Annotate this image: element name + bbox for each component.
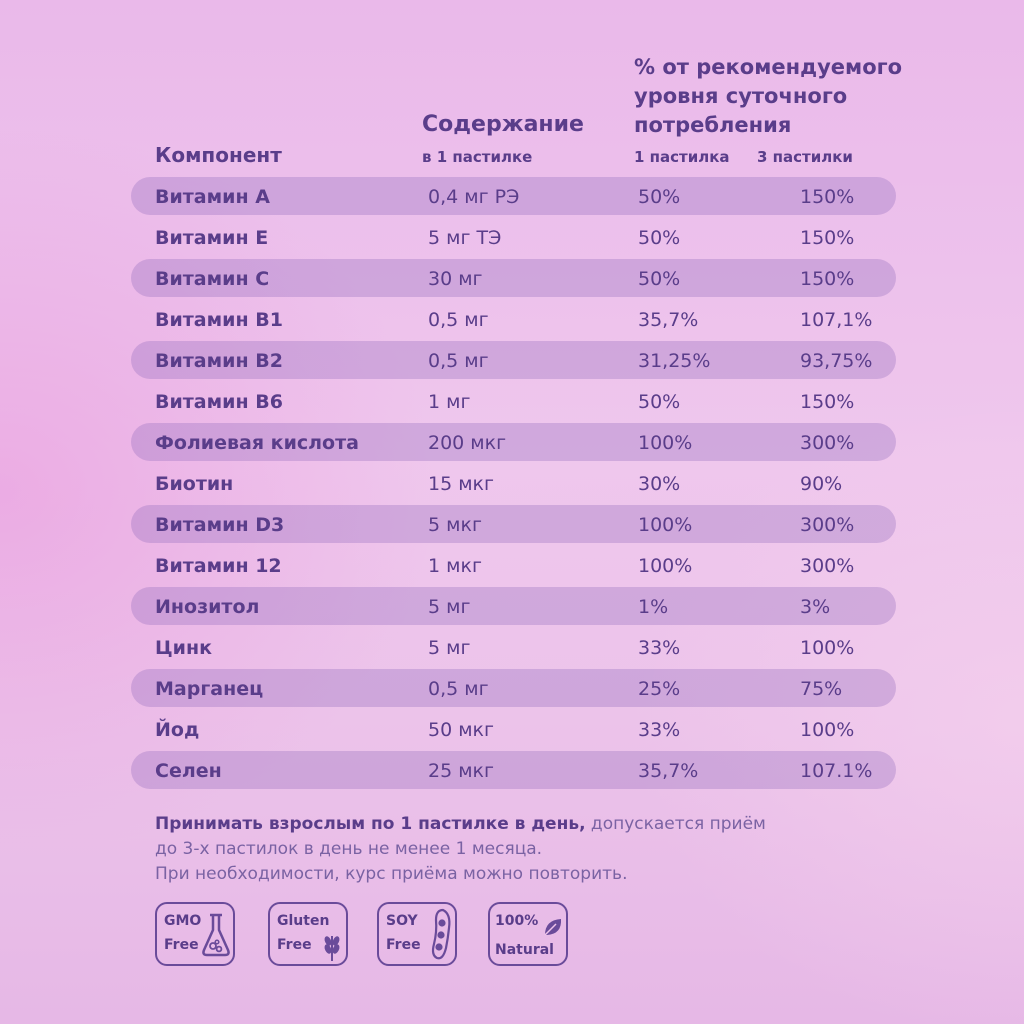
table-row	[131, 259, 896, 300]
percent-one-pastille: 35,7%	[638, 760, 699, 782]
table-row	[131, 382, 896, 423]
header-content: Содержание	[422, 112, 584, 137]
table-row	[131, 464, 896, 505]
percent-three-pastilles: 100%	[800, 637, 855, 659]
percent-one-pastille: 31,25%	[638, 350, 711, 372]
note-line-1-rest: допускается приём	[585, 814, 766, 834]
percent-three-pastilles: 150%	[800, 391, 855, 413]
note-line-3: При необходимости, курс приёма можно повторить.	[155, 864, 628, 884]
percent-three-pastilles: 93,75%	[800, 350, 873, 372]
component-name: Йод	[155, 719, 200, 741]
badge-line-2: Free	[164, 937, 199, 953]
soy-free-badge	[377, 902, 457, 966]
soybean-icon	[429, 908, 453, 962]
badge-line-1: 100%	[495, 913, 539, 929]
badge-line-1: SOY	[386, 913, 418, 929]
amount-per-pastille: 30 мг	[428, 268, 483, 290]
percent-one-pastille: 50%	[638, 268, 681, 290]
percent-one-pastille: 33%	[638, 637, 681, 659]
table-row	[131, 546, 896, 587]
percent-one-pastille: 50%	[638, 186, 681, 208]
amount-per-pastille: 5 мг ТЭ	[428, 227, 502, 249]
percent-one-pastille: 25%	[638, 678, 681, 700]
leaf-icon	[542, 916, 564, 938]
certification-badges	[155, 902, 575, 972]
badge-line-1: GMO	[164, 913, 202, 929]
component-name: Витамин С	[155, 268, 270, 290]
percent-one-pastille: 100%	[638, 555, 693, 577]
note-line-2: до 3-х пастилок в день не менее 1 месяца.	[155, 839, 543, 859]
component-name: Биотин	[155, 473, 234, 495]
component-name: Цинк	[155, 637, 212, 659]
percent-three-pastilles: 300%	[800, 514, 855, 536]
amount-per-pastille: 5 мг	[428, 596, 471, 618]
gluten-free-badge	[268, 902, 348, 966]
component-name: Марганец	[155, 678, 264, 700]
table-row	[131, 587, 896, 628]
header-content-sub: в 1 пастилке	[422, 148, 533, 166]
component-name: Селен	[155, 760, 222, 782]
header-rda-line: потребления	[634, 113, 792, 137]
component-name: Витамин 12	[155, 555, 282, 577]
table-row	[131, 341, 896, 382]
table-row	[131, 628, 896, 669]
table-row	[131, 710, 896, 751]
component-name: Витамин В6	[155, 391, 283, 413]
percent-one-pastille: 35,7%	[638, 309, 699, 331]
amount-per-pastille: 1 мг	[428, 391, 471, 413]
amount-per-pastille: 25 мкг	[428, 760, 495, 782]
percent-one-pastille: 100%	[638, 432, 693, 454]
nutrient-table	[131, 177, 896, 792]
amount-per-pastille: 50 мкг	[428, 719, 495, 741]
percent-one-pastille: 50%	[638, 391, 681, 413]
amount-per-pastille: 5 мг	[428, 637, 471, 659]
percent-three-pastilles: 150%	[800, 268, 855, 290]
amount-per-pastille: 0,5 мг	[428, 350, 489, 372]
amount-per-pastille: 0,5 мг	[428, 309, 489, 331]
natural-badge	[488, 902, 568, 966]
header-rda	[634, 53, 934, 140]
amount-per-pastille: 15 мкг	[428, 473, 495, 495]
header-rda-three: 3 пастилки	[757, 148, 853, 166]
percent-one-pastille: 1%	[638, 596, 669, 618]
component-name: Витамин D3	[155, 514, 285, 536]
percent-one-pastille: 50%	[638, 227, 681, 249]
header-rda-line: % от рекомендуемого	[634, 55, 903, 79]
percent-three-pastilles: 100%	[800, 719, 855, 741]
table-row	[131, 751, 896, 792]
note-line-1	[155, 812, 915, 837]
amount-per-pastille: 5 мкг	[428, 514, 482, 536]
percent-three-pastilles: 150%	[800, 227, 855, 249]
table-row	[131, 177, 896, 218]
flask-icon	[201, 912, 231, 958]
percent-one-pastille: 33%	[638, 719, 681, 741]
component-name: Фолиевая кислота	[155, 432, 359, 454]
dosage-note	[155, 812, 915, 887]
note-bold: Принимать взрослым по 1 пастилке в день,	[155, 814, 586, 834]
table-row	[131, 218, 896, 259]
percent-three-pastilles: 300%	[800, 555, 855, 577]
component-name: Витамин А	[155, 186, 270, 208]
percent-three-pastilles: 75%	[800, 678, 843, 700]
table-row	[131, 300, 896, 341]
amount-per-pastille: 1 мкг	[428, 555, 482, 577]
badge-line-2: Free	[386, 937, 421, 953]
component-name: Витамин В2	[155, 350, 283, 372]
amount-per-pastille: 0,5 мг	[428, 678, 489, 700]
component-name: Витамин Е	[155, 227, 269, 249]
gmo-free-badge	[155, 902, 235, 966]
amount-per-pastille: 0,4 мг РЭ	[428, 186, 520, 208]
percent-three-pastilles: 107,1%	[800, 309, 873, 331]
percent-three-pastilles: 150%	[800, 186, 855, 208]
badge-line-2: Free	[277, 937, 312, 953]
percent-three-pastilles: 3%	[800, 596, 831, 618]
percent-one-pastille: 30%	[638, 473, 681, 495]
header-rda-one: 1 пастилка	[634, 148, 730, 166]
percent-one-pastille: 100%	[638, 514, 693, 536]
component-name: Инозитол	[155, 596, 260, 618]
wheat-icon	[320, 932, 344, 962]
table-row	[131, 423, 896, 464]
percent-three-pastilles: 107.1%	[800, 760, 873, 782]
percent-three-pastilles: 90%	[800, 473, 843, 495]
header-rda-line: уровня суточного	[634, 84, 848, 108]
header-component: Компонент	[155, 143, 282, 167]
table-row	[131, 505, 896, 546]
component-name: Витамин В1	[155, 309, 283, 331]
amount-per-pastille: 200 мкг	[428, 432, 507, 454]
badge-line-1: Gluten	[277, 913, 330, 929]
table-row	[131, 669, 896, 710]
percent-three-pastilles: 300%	[800, 432, 855, 454]
badge-line-2: Natural	[495, 942, 554, 958]
